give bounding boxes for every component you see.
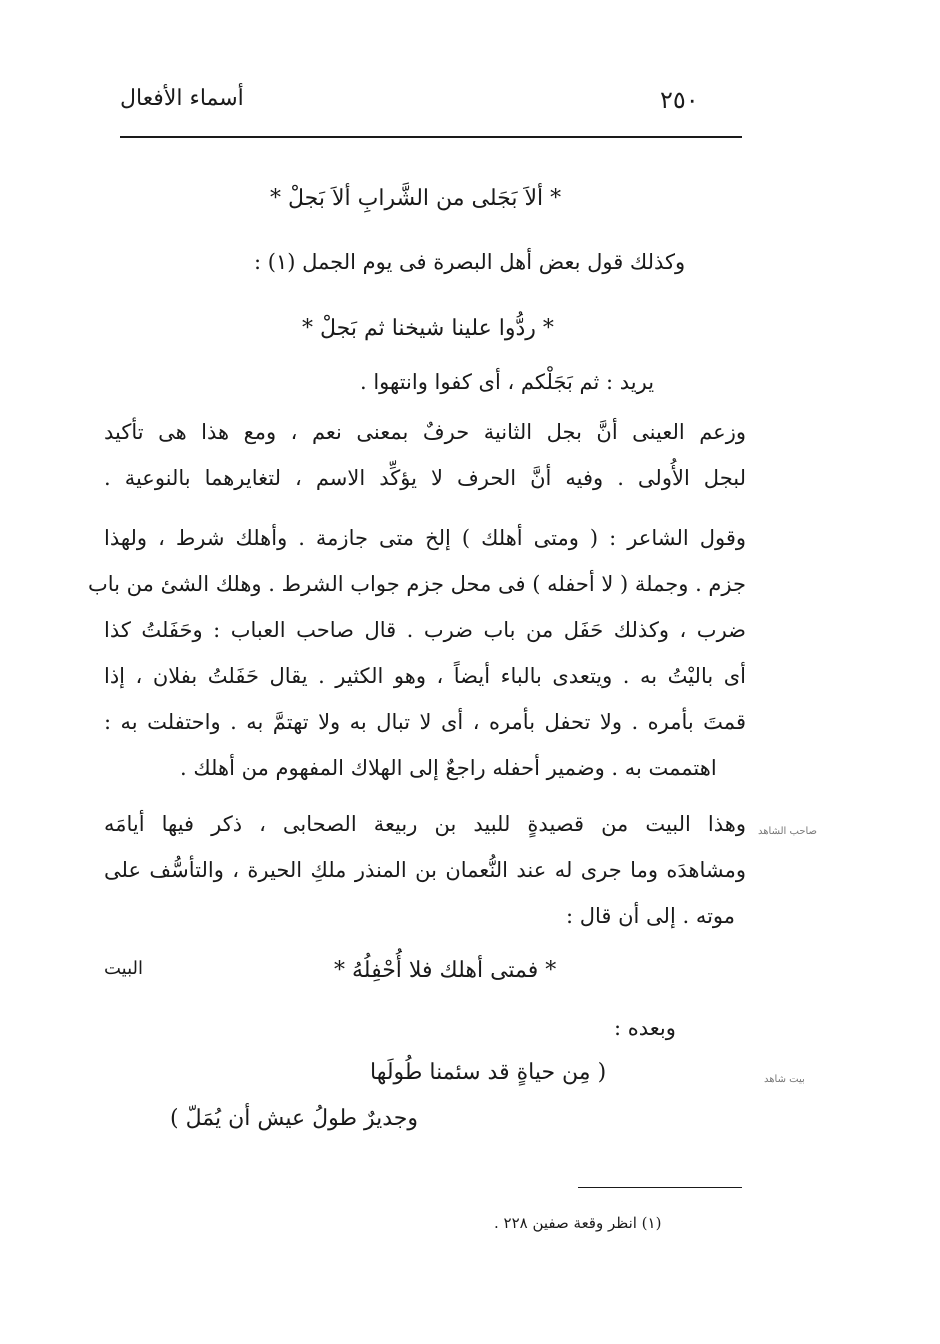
verse-line: ( مِن حياةٍ قد سئمنا طُولَها [370,1060,607,1085]
paragraph-line: وقول الشاعر : ( ومتى أهلك ) إلخ متى جازمة . وأهلك شرط ، ولهذا [104,526,746,550]
running-title: أسماء الأفعال [120,86,244,111]
verse-line: * ألاَ بَجَلى من الشَّرابِ ألاَ بَجلْ * [270,186,562,211]
paragraph-line: ومشاهدَه وما جرى له عند النُّعمان بن المنذر ملكِ الحيرة ، والتأسُّف على [104,858,746,882]
text-line: وكذلك قول بعض أهل البصرة فى يوم الجمل (١) : [254,250,686,274]
paragraph-line: وهذا البيت من قصيدةٍ للبيد بن ربيعة الصحابى ، ذكر فيها أيامَه [104,812,746,836]
footnote: (١) انظر وقعة صفين ٢٢٨ . [494,1214,662,1232]
paragraph-line: وزعم العينى أنَّ بجل الثانية حرفٌ بمعنى نعم ، ومع هذا هى تأكيد [104,420,746,444]
margin-note: صاحب الشاهد [758,826,818,837]
header-rule [120,136,742,138]
verse-line: * فمتى أهلك فلا أُحْفِلُهُ * [334,958,557,983]
verse-line: * ردُّوا علينا شيخنا ثم بَجلْ * [302,316,554,341]
paragraph-line: ضرب ، وكذلك حَفَل من باب ضرب . قال صاحب العباب : وحَفَلتُ كذا [104,618,746,642]
margin-note: البيت [104,958,144,979]
paragraph-line: اهتممت به . وضمير أحفله راجعٌ إلى الهلاك المفهوم من أهلك . [180,756,717,780]
verse-line: وجديرٌ طولُ عيش أن يُمَلّ ) [170,1106,419,1131]
paragraph-line: لبجل الأُولى . وفيه أنَّ الحرف لا يؤكِّد الاسم ، لتغايرهما بالنوعية . [104,466,746,490]
paragraph-line: أى باليْتُ به . ويتعدى بالباء أيضاً ، وهو الكثير . يقال حَفَلتُ بفلان ، إذا [104,664,746,688]
margin-note: بيت شاهد [764,1074,805,1085]
page-number: ٢٥٠ [660,86,699,114]
paragraph-line: موته . إلى أن قال : [566,904,736,928]
paragraph-line: قمتَ بأمره . ولا تحفل بأمره ، أى لا تبال به ولا تهتمَّ به . واحتفلت به : [104,710,746,734]
text-line: يريد : ثم بَجَلْكم ، أى كفوا وانتهوا . [360,370,655,394]
paragraph-line: جزم . وجملة ( لا أحفله ) فى محل جزم جواب الشرط . وهلك الشئ من باب [87,572,746,596]
footnote-rule [578,1187,742,1188]
text-line: وبعده : [614,1016,676,1040]
